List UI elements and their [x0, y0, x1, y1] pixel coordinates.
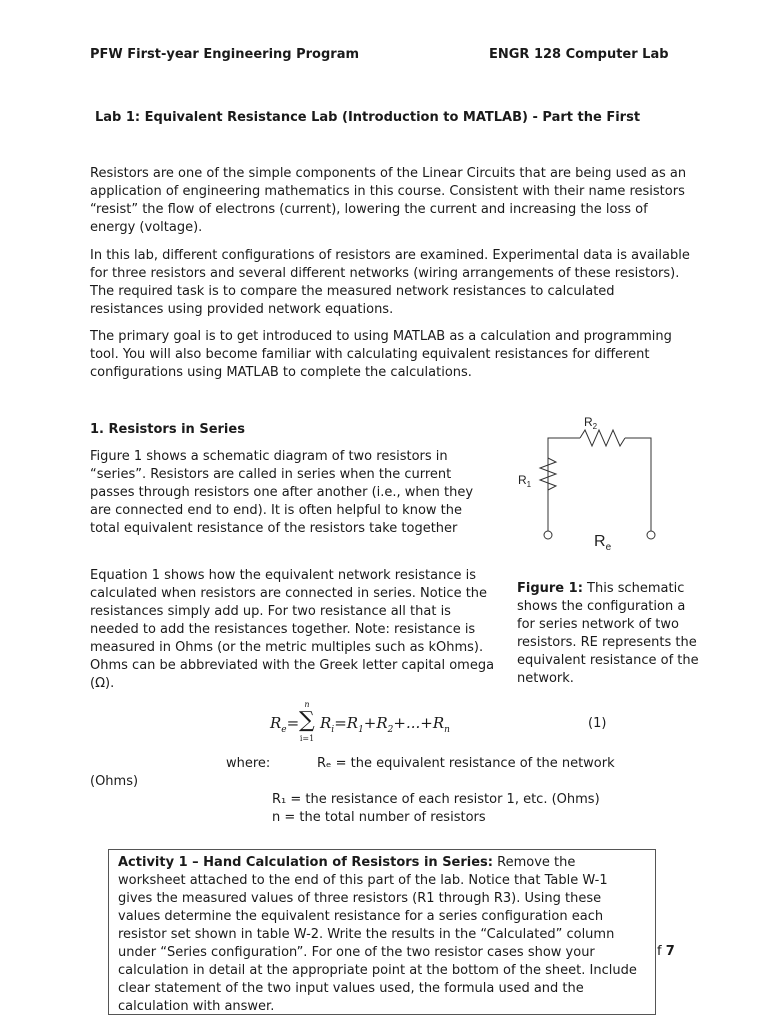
where-label: where: [226, 756, 271, 771]
sum-lower-limit: i=1 [299, 734, 315, 743]
figure-caption-text: This schematic shows the configuration a for series network of two resistors. RE represents the equivalent resistance of the network. [517, 581, 699, 686]
label-re: $R_e$ [594, 533, 612, 553]
intro-paragraph-2: In this lab, different configurations of resistors are examined. Experimental data is available for three resistors and several different networks (wiring arrangements of these resistors). The required task is to compare the measured network resistances to calculated resistances using provided network equations. [90, 248, 690, 317]
label-r2: $R_2$ [584, 415, 598, 431]
header-program: PFW First-year Engineering Program [90, 47, 360, 62]
wire-right [625, 438, 651, 532]
page-number: f 7 [657, 944, 675, 959]
activity-label: Activity 1 – Hand Calculation of Resistors in Series: [118, 855, 493, 870]
page-title: Lab 1: Equivalent Resistance Lab (Introduction to MATLAB) - Part the First [95, 110, 641, 125]
where-re-definition: Rₑ = the equivalent resistance of the network [317, 756, 615, 771]
series-paragraph-2: Equation 1 shows how the equivalent network resistance is calculated when resistors are connected in series. Notice the resistances simply add up. For two resistance all that is needed to add the resistances together. Note: resistance is measured in Ohms (or the metric multiples such as kOhms). Ohms can be abbreviated with the Greek letter capital omega (Ω). [90, 568, 495, 691]
intro-paragraph-1: Resistors are one of the simple components of the Linear Circuits that are being used as an application of engineering mathematics in this course. Consistent with their name resistors “resist” the flow of electrons (current), lowering the current and increasing the loss of energy (voltage). [90, 166, 687, 235]
figure-caption [517, 580, 707, 686]
label-r1: $R_1$ [518, 473, 532, 489]
sum-upper-limit: n [304, 700, 310, 709]
where-n-definition: n = the total number of resistors [272, 810, 486, 825]
intro-paragraph-3: The primary goal is to get introduced to using MATLAB as a calculation and programming tool. You will also become familiar with calculating equivalent resistances for different configurations using MATLAB to complete the calculations. [90, 329, 672, 380]
terminal-left [544, 531, 552, 539]
equation-number: (1) [588, 716, 607, 731]
where-re-units: (Ohms) [90, 774, 139, 789]
figure-caption-label: Figure 1: [517, 581, 583, 596]
sum-symbol: ∑ [299, 708, 315, 733]
section-heading-series: 1. Resistors in Series [90, 422, 245, 437]
series-schematic-diagram [510, 410, 670, 553]
resistor-r2-zigzag [580, 430, 625, 446]
series-paragraph-1: Figure 1 shows a schematic diagram of two resistors in “series”. Resistors are called in series when the current passes through resistors one after another (i.e., when they are connected end to end). It is often helpful to know the total equivalent resistance of the resistors take together [90, 449, 474, 536]
where-r1-definition: R₁ = the resistance of each resistor 1, etc. (Ohms) [272, 792, 600, 807]
activity-1-box [108, 849, 656, 1015]
equation-series: $R_e=$ n ∑ i=1 $R_i=R_1+R_2+...+R_n$ [270, 700, 450, 743]
header-course: ENGR 128 Computer Lab [489, 47, 669, 62]
terminal-right [647, 531, 655, 539]
activity-text: Remove the worksheet attached to the end of this part of the lab. Notice that Table W-1 gives the measured values of three resistors (R1 through R3). Using these values determine the equivalent resistance for a series configuration each resistor set shown in table W-2. Write the results in the “Calculated” column under “Series configuration”. For one of the two resistor cases show your calculation in detail at the appropriate point at the bottom of the sheet. Include clear statement of the two input values used, the formula used and the calculation with answer. [118, 855, 637, 1014]
